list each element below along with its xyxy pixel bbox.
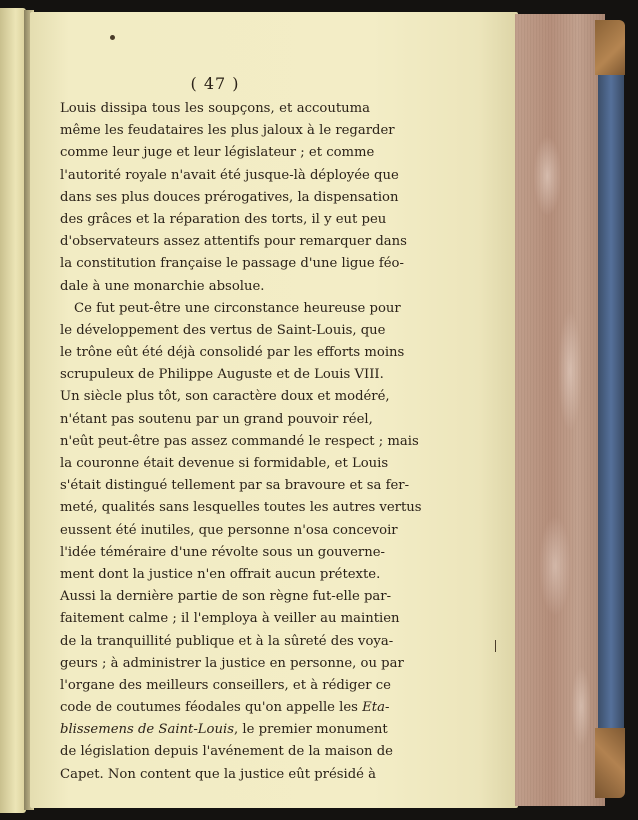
text-line [60,98,370,120]
text-line [60,431,419,453]
text-line [60,608,400,630]
text-line [60,475,410,497]
line-text: , le premier monument [233,722,388,738]
line-text: la constitution française le passage d'une ligue féo- [60,256,404,272]
line-text: Aussi la dernière partie de son règne fut-elle par- [60,589,392,605]
italic-text: blissemens de Saint-Louis [60,722,234,738]
line-text: comme leur juge et leur législateur ; et comme [60,145,375,161]
line-text: dans ses plus douces prérogatives, la dispensation [60,189,399,205]
text-line [60,697,390,719]
text-line [60,564,381,586]
line-text: code de coutumes féodales qu'on appelle les [60,700,358,716]
text-line [60,520,398,542]
text-line [60,719,388,741]
text-line [60,187,399,209]
line-text: l'autorité royale n'avait été jusque-là déployée que [60,167,399,183]
text-line [60,209,387,231]
text-line [60,142,375,164]
text-line [60,764,377,786]
line-text: Un siècle plus tôt, son caractère doux et modéré, [60,389,390,405]
text-line [60,231,407,253]
marbling-pattern [525,20,600,800]
line-text: scrupuleux de Philippe Auguste et de Louis VIII. [60,367,384,383]
page-number: ( 47 ) [190,74,240,93]
line-text: de législation depuis l'avénement de la maison de [60,744,393,760]
line-text: meté, qualités sans lesquelles toutes les autres vertus [60,500,422,516]
italic-text: Eta- [362,700,390,716]
text-line [60,453,389,475]
body-text [60,98,422,786]
line-text: l'idée téméraire d'une révolte sous un gouverne- [60,544,385,560]
leather-corner-bottom [595,728,625,798]
leather-corner-top [595,20,625,75]
text-line [60,631,394,653]
line-text: le trône eût été déjà consolidé par les efforts moins [60,345,405,361]
line-text: même les feudataires les plus jaloux à le regarder [60,123,395,139]
line-text: de la tranquillité publique et à la sûreté des voya- [60,633,394,649]
left-page-edge [0,8,26,813]
text-line [60,497,422,519]
line-text: le développement des vertus de Saint-Louis, que [60,322,386,338]
line-text: Louis dissipa tous les soupçons, et accoutuma [60,101,370,116]
text-line [60,298,401,320]
text-line [60,675,391,697]
book-cover [598,24,624,796]
line-text: n'étant pas soutenu par un grand pouvoir réel, [60,411,373,427]
text-line [60,120,395,142]
text-line [60,586,392,608]
margin-mark [495,640,496,652]
line-text: s'était distingué tellement par sa bravoure et sa fer- [60,478,410,494]
line-text: d'observateurs assez attentifs pour remarquer dans [60,234,407,250]
text-line [60,253,404,275]
text-line [60,320,386,342]
line-text: ment dont la justice n'en offrait aucun prétexte. [60,566,381,582]
line-text: faitement calme ; il l'employa à veiller au maintien [60,611,400,627]
line-text: n'eût peut-être pas assez commandé le respect ; mais [60,433,419,449]
text-line [60,741,393,763]
line-text: Capet. Non content que la justice eût présidé à [60,766,377,782]
text-line [60,342,405,364]
line-text: l'organe des meilleurs conseillers, et à rédiger ce [60,677,391,693]
line-text: la couronne était devenue si formidable, et Louis [60,456,389,471]
text-line [60,409,373,431]
text-line [60,386,390,408]
line-text: geurs ; à administrer la justice en personne, ou par [60,655,404,671]
text-line [60,542,385,564]
line-text: eussent été inutiles, que personne n'osa concevoir [60,522,398,538]
text-line [60,653,404,675]
text-line [60,276,370,298]
line-text: des grâces et la réparation des torts, il y eut peu [60,211,387,227]
text-line [60,165,399,187]
line-text: Ce fut peut-être une circonstance heureuse pour [74,300,401,316]
line-text: dale à une monarchie absolue. [60,278,265,294]
ink-spot [110,35,115,40]
text-line [60,364,384,386]
